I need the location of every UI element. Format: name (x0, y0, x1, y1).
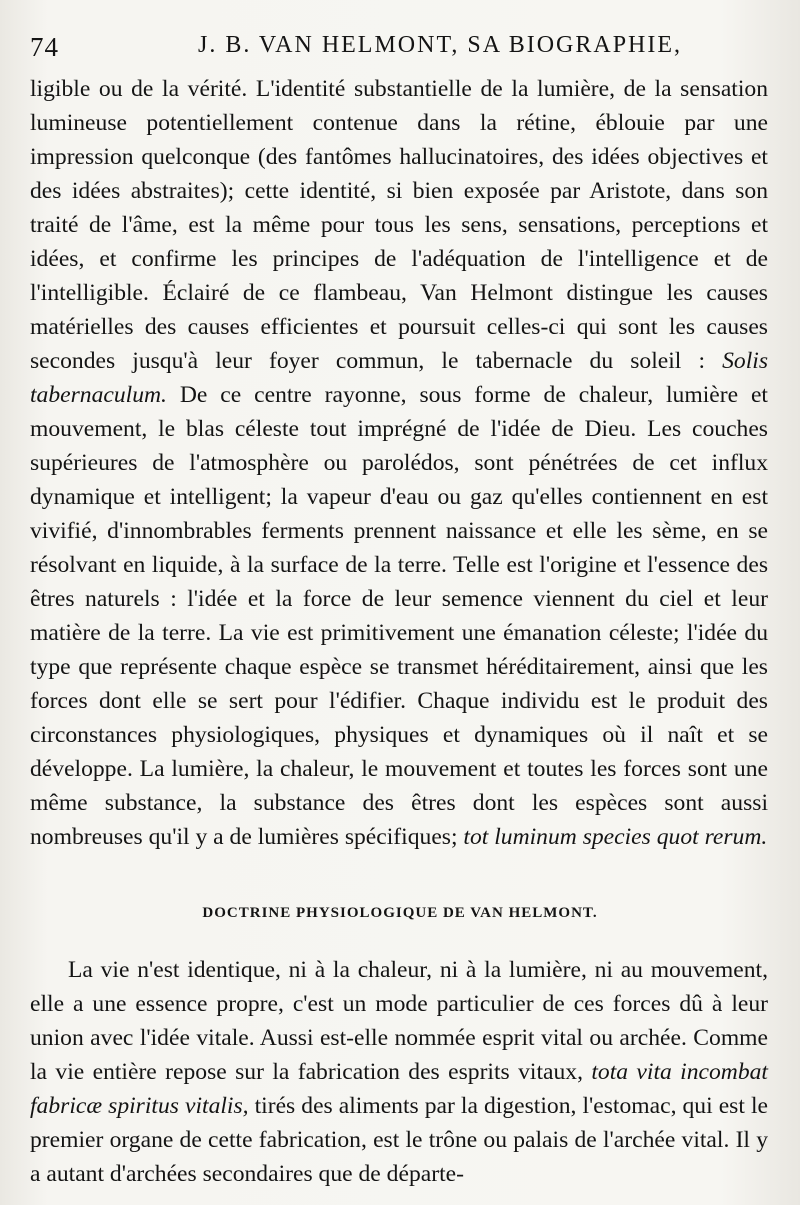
paragraph-2-text-a: La vie n'est identique, ni à la chaleur, ni à la lumière, ni au mouvement, elle a une essence propre, c'est un mode particulier de ces forces dû à leur union avec l'idée vitale. Aussi est-elle nommée esprit vital ou archée. Comme la vie entière repose sur la fabrication des esprits vitaux, (30, 957, 768, 1085)
paragraph-1-text-a: ligible ou de la vérité. L'identité substantielle de la lumière, de la sensation lumineuse potentiellement contenue dans la rétine, éblouie par une impression quelconque (des fantômes hallucinatoires, des idées objectives et des idées abstraites); cette identité, si bien exposée par Aristote, dans son traité de l'âme, est la même pour tous les sens, sensations, perceptions et idées, et confirme les principes de l'adéquation de l'intelligence et de l'intelligible. Éclairé de ce flambeau, Van Helmont distingue les causes matérielles des causes efficientes et poursuit celles-ci qui sont les causes secondes jusqu'à leur foyer commun, le tabernacle du soleil : (30, 76, 768, 374)
page-header (30, 22, 770, 66)
paragraph-continued (30, 72, 768, 854)
paragraph-1-italic-b: tot luminum species quot rerum. (463, 824, 768, 850)
paragraph-1-italic-a: Solis tabernaculum. (30, 348, 768, 408)
paragraph-2-italic-a: tota vita incombat fabricæ spiritus vitalis, (30, 1059, 768, 1119)
running-title: J. B. VAN HELMONT, SA BIOGRAPHIE, (198, 32, 683, 58)
paragraph-2-text-b: tirés des aliments par la digestion, l'estomac, qui est le premier organe de cette fabrication, est le trône ou palais de l'archée vital. Il y a autant d'archées secondaires que de départe- (30, 1093, 768, 1187)
paragraph-1-text-b: De ce centre rayonne, sous forme de chaleur, lumière et mouvement, le blas céleste tout imprégné de l'idée de Dieu. Les couches supérieures de l'atmosphère ou parolédos, sont pénétrées de cet influx dynamique et intelligent; la vapeur d'eau ou gaz qu'elles contiennent en est vivifié, d'innombrables ferments prennent naissance et elle les sème, en se résolvant en liquide, à la surface de la terre. Telle est l'origine et l'essence des êtres naturels : l'idée et la force de leur semence viennent du ciel et leur matière de la terre. La vie est primitivement une émanation céleste; l'idée du type que représente chaque espèce se transmet héréditairement, ainsi que les forces dont elle se sert pour l'édifier. Chaque individu est le produit des circonstances physiologiques, physiques et dynamiques où il naît et se développe. La lumière, la chaleur, le mouvement et toutes les forces sont une même substance, la substance des êtres dont les espèces sont aussi nombreuses qu'il y a de lumières spécifiques; (30, 382, 768, 850)
paragraph-2 (30, 953, 768, 1191)
section-heading: DOCTRINE PHYSIOLOGIQUE DE VAN HELMONT. (202, 905, 598, 921)
page-number: 74 (30, 32, 59, 62)
